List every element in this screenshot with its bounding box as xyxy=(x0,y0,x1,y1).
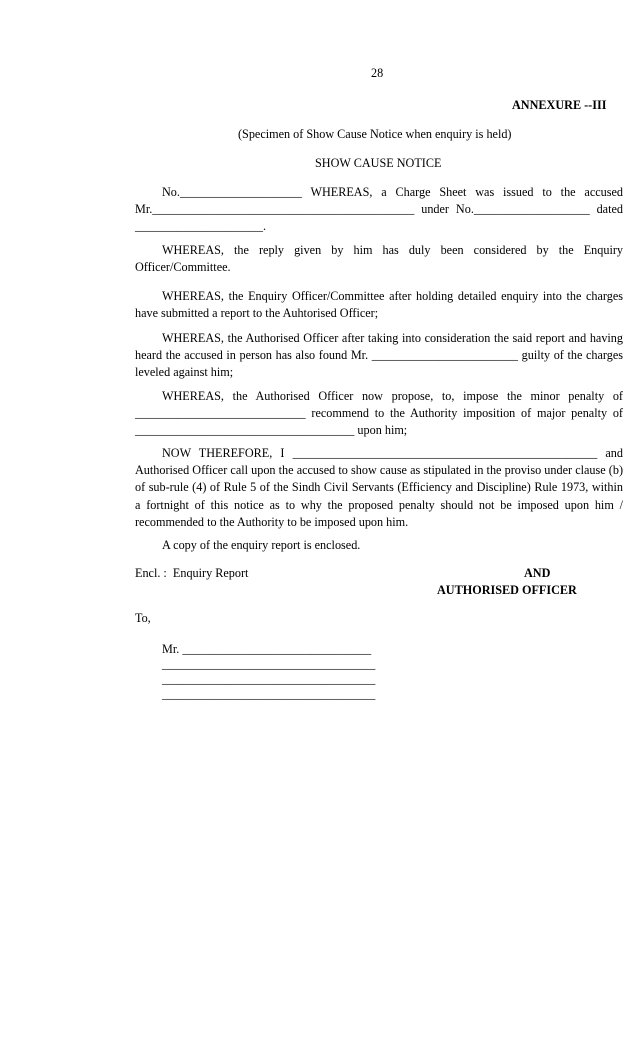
p4-text1: WHEREAS, the Authorised Officer after taking into consideration the said report and having heard the accused in person has also found Mr. xyxy=(135,331,623,363)
p1-text3: dated xyxy=(589,202,623,217)
paragraph-show-cause xyxy=(135,445,623,531)
paragraph-charge-sheet xyxy=(135,184,623,236)
paragraph-copy-enclosed: A copy of the enquiry report is enclosed. xyxy=(162,538,361,552)
p1-text1: WHEREAS, a Charge Sheet was issued to the accused Mr. xyxy=(135,185,623,217)
p5-text2: recommend to the Authority imposition of major penalty of xyxy=(305,406,623,421)
page-number: 28 xyxy=(371,66,384,80)
paragraph-reply-considered: WHEREAS, the reply given by him has duly been considered by the Enquiry Officer/Committee. xyxy=(135,243,623,275)
officer-name-blank: __________________________________________________ xyxy=(292,446,598,460)
address-line-1: Mr. _______________________________ xyxy=(162,642,372,656)
paragraph-penalty xyxy=(135,388,623,440)
signature-and: AND xyxy=(524,566,551,580)
address-line-2: ___________________________________ xyxy=(162,657,376,671)
p5-text1: WHEREAS, the Authorised Officer now propose, to, impose the minor penalty of xyxy=(162,389,623,403)
signature-authorised-officer: AUTHORISED OFFICER xyxy=(437,583,577,597)
address-line-3: ___________________________________ xyxy=(162,672,376,686)
notice-title: SHOW CAUSE NOTICE xyxy=(315,156,442,170)
paragraph-found-guilty xyxy=(135,330,623,382)
p5-text3: upon him; xyxy=(354,423,408,438)
to-label: To, xyxy=(135,611,151,625)
p4-text2: guilty of the charges leveled against him; xyxy=(135,348,623,380)
major-penalty-blank: ____________________________________ xyxy=(135,423,355,438)
paragraph-enquiry-report: WHEREAS, the Enquiry Officer/Committee after holding detailed enquiry into the charges have submitted a report to the Auhtorised Officer; xyxy=(135,289,623,321)
date-blank: _____________________ xyxy=(135,219,263,234)
p1-end: . xyxy=(262,219,267,234)
address-line-4: ___________________________________ xyxy=(162,687,376,701)
accused-name-blank: ___________________________________________ xyxy=(152,202,415,217)
guilty-name-blank: ________________________ xyxy=(371,348,518,363)
p6-text2: and Authorised Officer call upon the accused to show cause as stipulated in the proviso under clause (b) of sub-rule (4) of Rule 5 of the Sindh Civil Servants (Efficiency and Discipline) Rule 1973, within a fortnight of this notice as to why the proposed penalty should not be imposed upon him / recommended to the Authority to be imposed upon him. xyxy=(135,446,623,529)
no-field: No.____________________ xyxy=(162,185,302,199)
charge-number-blank: ___________________ xyxy=(473,202,590,217)
annexure-label: ANNEXURE --III xyxy=(512,98,607,112)
p6-text1: NOW THEREFORE, I xyxy=(162,446,293,460)
p1-text2: under No. xyxy=(414,202,474,217)
minor-penalty-blank: ____________________________ xyxy=(135,406,306,421)
enclosure-line: Encl. : Enquiry Report xyxy=(135,566,249,580)
specimen-note: (Specimen of Show Cause Notice when enquiry is held) xyxy=(238,127,512,141)
